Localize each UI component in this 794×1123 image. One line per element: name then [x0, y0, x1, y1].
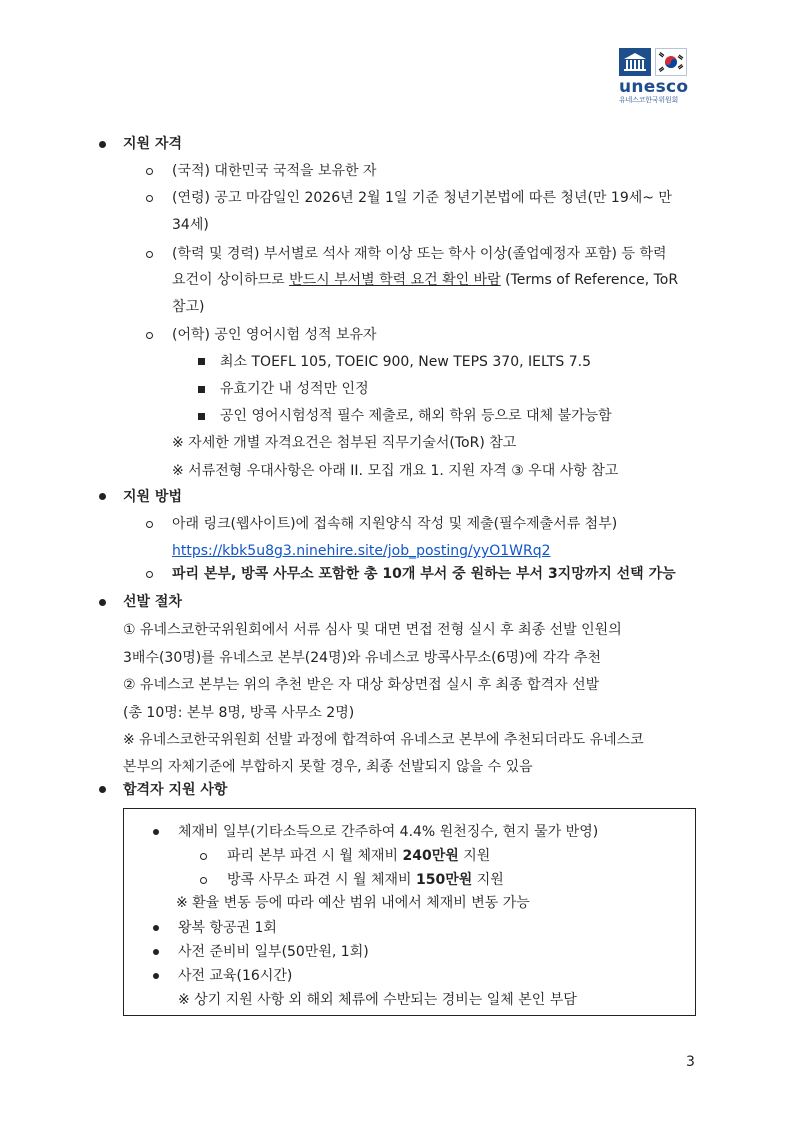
unesco-logo: [619, 48, 697, 105]
page-number: 3: [686, 1054, 695, 1070]
selection-step2-cont: (총 10명: 본부 8명, 방콕 사무소 2명): [123, 705, 355, 721]
selection-step1: ① 유네스코한국위원회에서 서류 심사 및 대면 면접 전형 실시 후 최종 선발 인원의: [123, 622, 622, 638]
eligibility-education-cont: 요건이 상이하므로 반드시 부서별 학력 요건 확인 바람 (Terms of Reference, ToR: [172, 272, 679, 288]
language-validity: 유효기간 내 성적만 인정: [220, 381, 369, 397]
logo-wordmark: unesco: [619, 77, 689, 97]
bullet-icon: [99, 493, 106, 500]
support-final-note: ※ 상기 지원 사항 외 해외 체류에 수반되는 경비는 일체 본인 부담: [178, 992, 577, 1008]
circle-bullet-icon: [200, 853, 207, 860]
support-bangkok: 방콕 사무소 파견 시 월 체재비 150만원 지원: [227, 872, 504, 888]
method-choice: 파리 본부, 방콕 사무소 포함한 총 10개 부서 중 원하는 부서 3지망까지 선택 가능: [172, 566, 676, 582]
eligibility-age: (연령) 공고 마감일인 2026년 2월 1일 기준 청년기본법에 따른 청년(만 19세~ 만: [172, 190, 672, 206]
bangkok-amount: 150만원: [416, 872, 473, 888]
selection-heading: 선발 절차: [123, 594, 182, 610]
application-link[interactable]: https://kbk5u8g3.ninehire.site/job_posting/yyO1WRq2: [172, 543, 551, 559]
method-instructions: 아래 링크(웹사이트)에 접속해 지원양식 작성 및 제출(필수제출서류 첨부): [172, 516, 618, 532]
selection-step1-cont: 3배수(30명)를 유네스코 본부(24명)와 유네스코 방콕사무소(6명)에 각각 추천: [123, 650, 602, 666]
language-required: 공인 영어시험성적 필수 제출로, 해외 학위 등으로 대체 불가능함: [220, 408, 612, 424]
eligibility-heading: 지원 자격: [123, 136, 182, 152]
selection-note-cont: 본부의 자체기준에 부합하지 못할 경우, 최종 선발되지 않을 수 있음: [123, 759, 533, 775]
circle-bullet-icon: [146, 521, 153, 528]
eligibility-note-preference: ※ 서류전형 우대사항은 아래 II. 모집 개요 1. 지원 자격 ③ 우대 사항 참고: [172, 463, 619, 479]
support-prep: 사전 준비비 일부(50만원, 1회): [178, 944, 369, 960]
circle-bullet-icon: [146, 571, 153, 578]
eligibility-language: (어학) 공인 영어시험 성적 보유자: [172, 327, 377, 343]
language-min-score: 최소 TOEFL 105, TOEIC 900, New TEPS 370, IELTS 7.5: [220, 354, 592, 370]
education-requirement-emphasis: 반드시 부서별 학력 요건 확인 바람: [289, 272, 501, 288]
square-bullet-icon: [198, 386, 205, 393]
support-paris: 파리 본부 파견 시 월 체재비 240만원 지원: [227, 848, 491, 864]
circle-bullet-icon: [200, 877, 207, 884]
eligibility-education-ref: 참고): [172, 299, 205, 315]
square-bullet-icon: [198, 413, 205, 420]
temple-icon: [619, 48, 651, 76]
support-training: 사전 교육(16시간): [178, 968, 293, 984]
method-heading: 지원 방법: [123, 489, 182, 505]
korea-flag-icon: [655, 48, 687, 76]
circle-bullet-icon: [146, 251, 153, 258]
eligibility-note-tor: ※ 자세한 개별 자격요건은 첨부된 직무기술서(ToR) 참고: [172, 435, 517, 451]
circle-bullet-icon: [146, 168, 153, 175]
bullet-icon: [153, 949, 159, 955]
bullet-icon: [99, 141, 106, 148]
circle-bullet-icon: [146, 195, 153, 202]
support-heading: 합격자 지원 사항: [123, 782, 228, 798]
support-exchange-note: ※ 환율 변동 등에 따라 예산 범위 내에서 체재비 변동 가능: [176, 895, 530, 911]
circle-bullet-icon: [146, 332, 153, 339]
eligibility-age-cont: 34세): [172, 217, 209, 233]
bullet-icon: [99, 599, 106, 606]
eligibility-nationality: (국적) 대한민국 국적을 보유한 자: [172, 163, 377, 179]
bullet-icon: [153, 925, 159, 931]
paris-amount: 240만원: [402, 848, 459, 864]
selection-step2: ② 유네스코 본부는 위의 추천 받은 자 대상 화상면접 실시 후 최종 합격자 선발: [123, 677, 600, 693]
selection-note: ※ 유네스코한국위원회 선발 과정에 합격하여 유네스코 본부에 추천되더라도 유네스코: [123, 732, 644, 748]
support-stipend: 체재비 일부(기타소득으로 간주하여 4.4% 원천징수, 현지 물가 반영): [178, 824, 599, 840]
bullet-icon: [153, 973, 159, 979]
square-bullet-icon: [198, 358, 205, 365]
support-airfare: 왕복 항공권 1회: [178, 920, 277, 936]
bullet-icon: [153, 829, 159, 835]
bullet-icon: [99, 786, 106, 793]
eligibility-education: (학력 및 경력) 부서별로 석사 재학 이상 또는 학사 이상(졸업예정자 포함) 등 학력: [172, 246, 667, 262]
logo-subtitle: 유네스코한국위원회: [619, 96, 679, 104]
